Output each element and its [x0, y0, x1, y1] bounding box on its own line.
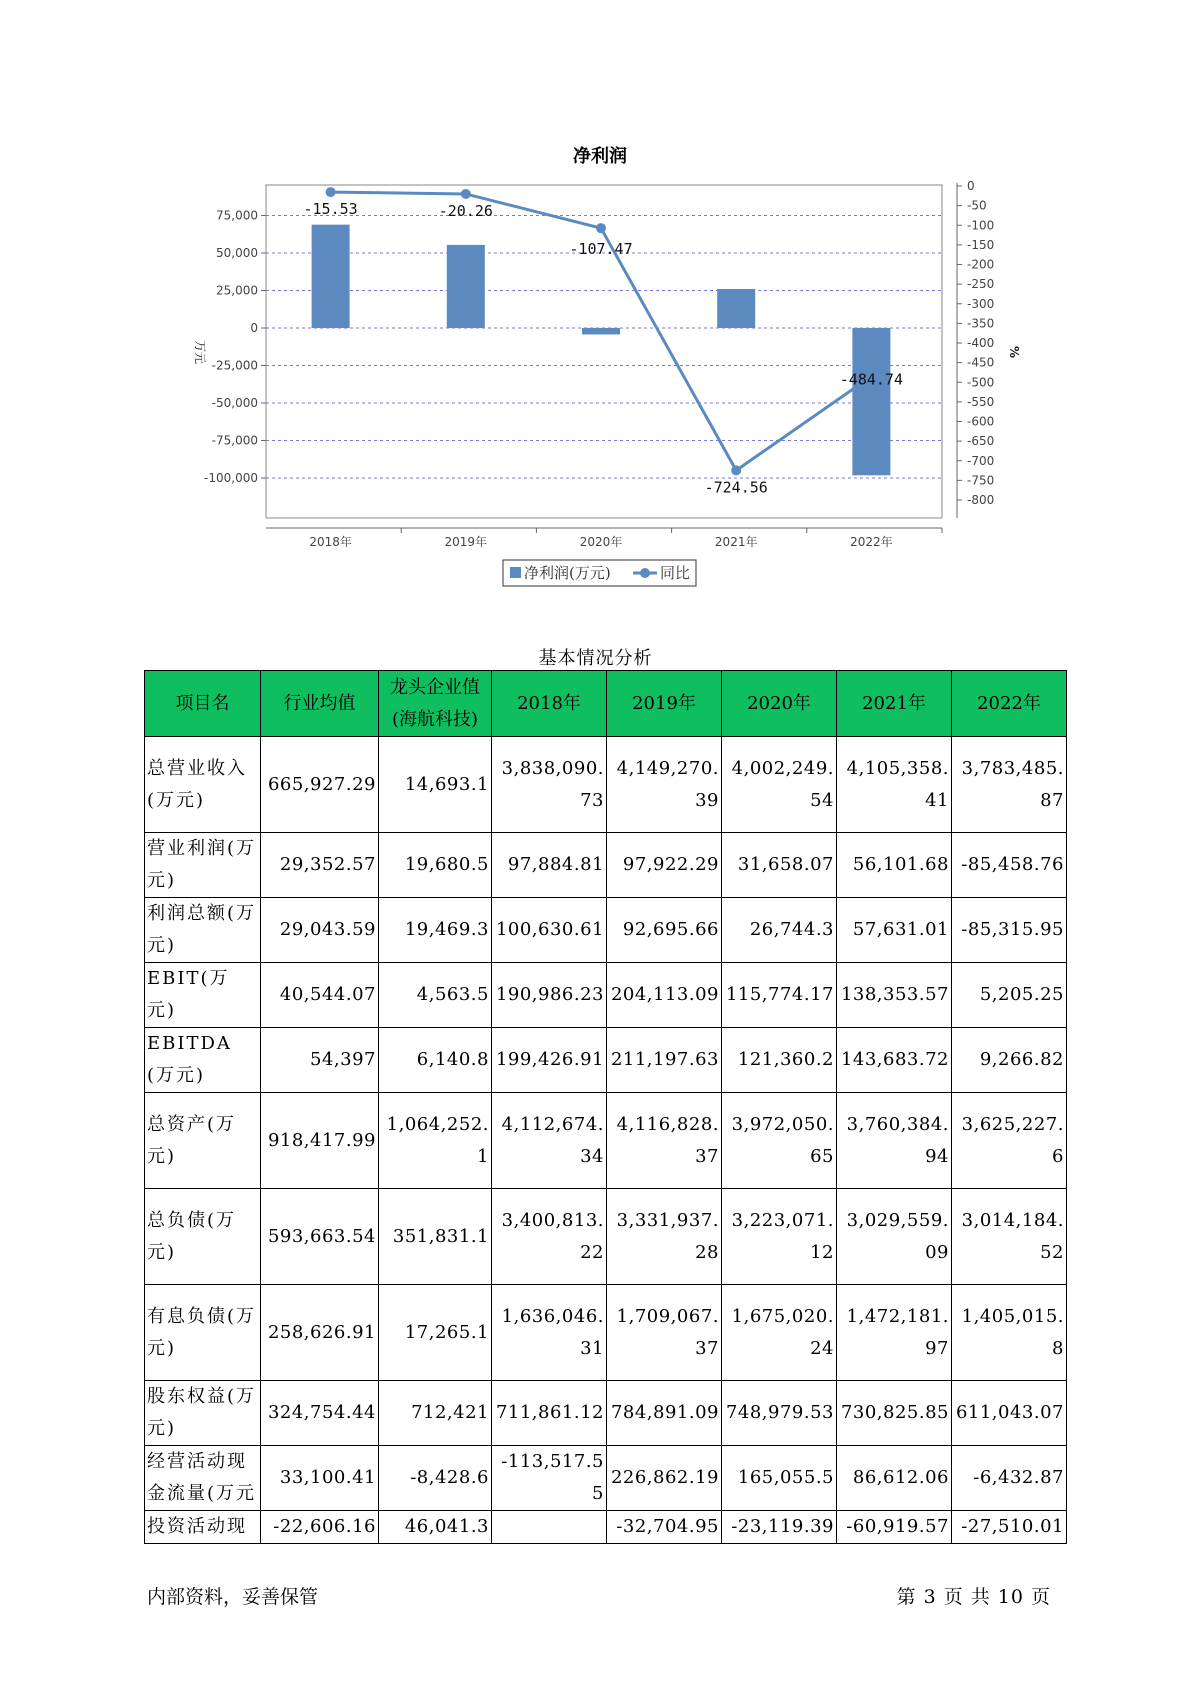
table-cell: 17,265.1 — [379, 1285, 492, 1381]
table-cell: 46,041.3 — [379, 1511, 492, 1544]
chart-title: 净利润 — [573, 146, 627, 167]
table-cell: 918,417.99 — [261, 1093, 379, 1189]
x-tick-label: 2018年 — [309, 535, 352, 549]
table-cell: 3,029,559.09 — [837, 1189, 952, 1285]
row-label-cell: 总营业收入(万元) — [145, 737, 261, 833]
row-label-cell: 利润总额(万元) — [145, 898, 261, 963]
table-cell: -23,119.39 — [722, 1511, 837, 1544]
net-profit-bar — [582, 328, 620, 334]
legend-line-marker — [640, 568, 650, 578]
table-cell: -85,315.95 — [952, 898, 1067, 963]
row-label-cell: 经营活动现金流量(万元 — [145, 1446, 261, 1511]
table-cell: 593,663.54 — [261, 1189, 379, 1285]
table-header-cell: 2020年 — [722, 671, 837, 737]
table-caption: 基本情况分析 — [538, 648, 653, 669]
table-cell: 4,563.5 — [379, 963, 492, 1028]
x-tick-label: 2019年 — [444, 535, 488, 549]
table-header-cell: 行业均值 — [261, 671, 379, 737]
table-cell: 100,630.61 — [492, 898, 607, 963]
table-cell: 784,891.09 — [607, 1381, 722, 1446]
table-cell: 351,831.1 — [379, 1189, 492, 1285]
table-cell: 204,113.09 — [607, 963, 722, 1028]
table-cell: 4,105,358.41 — [837, 737, 952, 833]
y2-tick-label: -100 — [967, 218, 995, 233]
table-cell: 6,140.8 — [379, 1028, 492, 1093]
table-cell: 3,760,384.94 — [837, 1093, 952, 1189]
footer-page-number: 第 3 页 共 10 页 — [896, 1586, 1051, 1608]
y2-tick-label: -400 — [967, 336, 995, 350]
table-cell: -113,517.55 — [492, 1446, 607, 1511]
table-cell: 9,266.82 — [952, 1028, 1067, 1093]
table-cell: -32,704.95 — [607, 1511, 722, 1544]
table-cell: 86,612.06 — [837, 1446, 952, 1511]
y2-tick-label: -150 — [967, 237, 995, 252]
table-cell: -85,458.76 — [952, 833, 1067, 898]
table-cell: -6,432.87 — [952, 1446, 1067, 1511]
table-cell: 165,055.5 — [722, 1446, 837, 1511]
table-row — [145, 963, 1067, 1028]
legend-bar-swatch — [510, 567, 521, 578]
y-axis-label: 万元 — [193, 339, 207, 365]
table-cell: 29,352.57 — [261, 833, 379, 898]
y-tick-label: 25,000 — [216, 283, 258, 298]
table-cell: 1,405,015.8 — [952, 1285, 1067, 1381]
table-row — [145, 833, 1067, 898]
table-cell: -60,919.57 — [837, 1511, 952, 1544]
table-header-cell: 项目名 — [145, 671, 261, 737]
y2-tick-label: -750 — [967, 473, 995, 488]
table-cell: 3,400,813.22 — [492, 1189, 607, 1285]
table-row — [145, 1189, 1067, 1285]
table-header-row — [145, 671, 1067, 737]
y2-tick-label: -600 — [967, 414, 995, 429]
table-cell: 31,658.07 — [722, 833, 837, 898]
y2-tick-label: -550 — [967, 394, 995, 409]
row-label-cell: 投资活动现 — [145, 1511, 261, 1544]
y2-tick-label: -450 — [967, 355, 995, 370]
yoy-data-label: -484.74 — [839, 370, 904, 389]
legend-line-label: 同比 — [660, 564, 691, 582]
table-cell: 199,426.91 — [492, 1028, 607, 1093]
y-tick-label: 50,000 — [216, 246, 258, 260]
table-cell: 143,683.72 — [837, 1028, 952, 1093]
table-row — [145, 898, 1067, 963]
footer-confidential-note: 内部资料，妥善保管 — [147, 1586, 319, 1608]
yoy-data-label: -20.26 — [438, 201, 493, 220]
table-cell: 56,101.68 — [837, 833, 952, 898]
table-cell: 121,360.2 — [722, 1028, 837, 1093]
table-cell: 57,631.01 — [837, 898, 952, 963]
y-tick-label: -100,000 — [204, 471, 258, 485]
table-cell: 190,986.23 — [492, 963, 607, 1028]
table-cell: 97,922.29 — [607, 833, 722, 898]
table-cell: 4,002,249.54 — [722, 737, 837, 833]
y-tick-label: -75,000 — [211, 433, 258, 448]
table-cell: 26,744.3 — [722, 898, 837, 963]
yoy-data-label: -15.53 — [303, 200, 358, 219]
row-label-cell: EBITDA(万元) — [145, 1028, 261, 1093]
table-cell: 665,927.29 — [261, 737, 379, 833]
table-header-cell: 2019年 — [607, 671, 722, 737]
y2-tick-label: -700 — [967, 453, 995, 468]
net-profit-bar — [312, 225, 350, 328]
x-tick-label: 2021年 — [714, 535, 758, 549]
table-cell: 92,695.66 — [607, 898, 722, 963]
table-cell: 14,693.1 — [379, 737, 492, 833]
table-cell: -22,606.16 — [261, 1511, 379, 1544]
table-cell: 19,469.3 — [379, 898, 492, 963]
table-cell: 5,205.25 — [952, 963, 1067, 1028]
row-label-cell: 总负债(万元) — [145, 1189, 261, 1285]
yoy-data-label: -724.56 — [704, 478, 768, 497]
table-cell: 19,680.5 — [379, 833, 492, 898]
x-tick-label: 2022年 — [850, 535, 893, 549]
table-cell: 1,675,020.24 — [722, 1285, 837, 1381]
table-cell: 226,862.19 — [607, 1446, 722, 1511]
table-row — [145, 1093, 1067, 1189]
table-cell: 3,331,937.28 — [607, 1189, 722, 1285]
row-label-cell: 营业利润(万元) — [145, 833, 261, 898]
table-cell: 611,043.07 — [952, 1381, 1067, 1446]
table-header-cell: 2021年 — [837, 671, 952, 737]
y2-tick-label: 0 — [967, 179, 975, 193]
row-label-cell: 有息负债(万元) — [145, 1285, 261, 1381]
x-tick-label: 2020年 — [579, 535, 623, 549]
table-cell: 4,112,674.34 — [492, 1093, 607, 1189]
row-label-cell: 股东权益(万元) — [145, 1381, 261, 1446]
table-cell: 1,709,067.37 — [607, 1285, 722, 1381]
table-cell: 3,014,184.52 — [952, 1189, 1067, 1285]
net-profit-chart — [0, 0, 1191, 600]
yoy-point — [731, 465, 741, 475]
table-cell: -27,510.01 — [952, 1511, 1067, 1544]
table-header-cell: 龙头企业值(海航科技) — [379, 671, 492, 737]
table-cell: 3,972,050.65 — [722, 1093, 837, 1189]
table-cell: 3,625,227.6 — [952, 1093, 1067, 1189]
net-profit-bar — [852, 328, 890, 475]
table-cell: 40,544.07 — [261, 963, 379, 1028]
table-row — [145, 1511, 1067, 1544]
table-row — [145, 1446, 1067, 1511]
table-cell: 211,197.63 — [607, 1028, 722, 1093]
table-cell: 258,626.91 — [261, 1285, 379, 1381]
table-row — [145, 1381, 1067, 1446]
table-cell: 4,116,828.37 — [607, 1093, 722, 1189]
table-cell: 3,783,485.87 — [952, 737, 1067, 833]
table-cell: 730,825.85 — [837, 1381, 952, 1446]
y2-axis-label: % — [1007, 345, 1021, 359]
table-header-cell: 2018年 — [492, 671, 607, 737]
yoy-point — [326, 187, 336, 197]
table-cell: 97,884.81 — [492, 833, 607, 898]
table-cell: -8,428.6 — [379, 1446, 492, 1511]
table-cell: 33,100.41 — [261, 1446, 379, 1511]
table-row — [145, 737, 1067, 833]
net-profit-bar — [717, 289, 755, 328]
row-label-cell: EBIT(万元) — [145, 963, 261, 1028]
net-profit-bar — [447, 245, 485, 328]
table-cell: 712,421 — [379, 1381, 492, 1446]
table-cell: 1,472,181.97 — [837, 1285, 952, 1381]
y2-tick-label: -800 — [967, 493, 995, 507]
y-tick-label: -50,000 — [211, 396, 258, 410]
yoy-point — [596, 223, 606, 233]
table-cell: 115,774.17 — [722, 963, 837, 1028]
table-row — [145, 1028, 1067, 1093]
table-cell — [492, 1511, 607, 1544]
y2-tick-label: -250 — [967, 277, 995, 292]
table-cell: 54,397 — [261, 1028, 379, 1093]
y2-tick-label: -500 — [967, 375, 995, 390]
y2-tick-label: -650 — [967, 434, 995, 449]
basic-analysis-table — [144, 670, 1067, 1544]
table-cell: 3,838,090.73 — [492, 737, 607, 833]
table-header-cell: 2022年 — [952, 671, 1067, 737]
table-cell: 1,636,046.31 — [492, 1285, 607, 1381]
y2-tick-label: -350 — [967, 316, 995, 331]
y-tick-label: 0 — [250, 321, 258, 335]
table-row — [145, 1285, 1067, 1381]
table-cell: 748,979.53 — [722, 1381, 837, 1446]
table-cell: 3,223,071.12 — [722, 1189, 837, 1285]
table-cell: 1,064,252.1 — [379, 1093, 492, 1189]
legend-bar-label: 净利润(万元) — [524, 564, 611, 582]
y2-tick-label: -50 — [967, 198, 987, 213]
y-tick-label: 75,000 — [216, 208, 258, 223]
chart-canvas — [0, 0, 1191, 600]
row-label-cell: 总资产(万元) — [145, 1093, 261, 1189]
y2-tick-label: -200 — [967, 257, 995, 272]
table-cell: 711,861.12 — [492, 1381, 607, 1446]
yoy-data-label: -107.47 — [569, 240, 633, 259]
y2-tick-label: -300 — [967, 296, 995, 311]
table-cell: 138,353.57 — [837, 963, 952, 1028]
yoy-point — [461, 189, 471, 199]
table-cell: 4,149,270.39 — [607, 737, 722, 833]
y-tick-label: -25,000 — [211, 358, 258, 373]
table-cell: 324,754.44 — [261, 1381, 379, 1446]
table-cell: 29,043.59 — [261, 898, 379, 963]
